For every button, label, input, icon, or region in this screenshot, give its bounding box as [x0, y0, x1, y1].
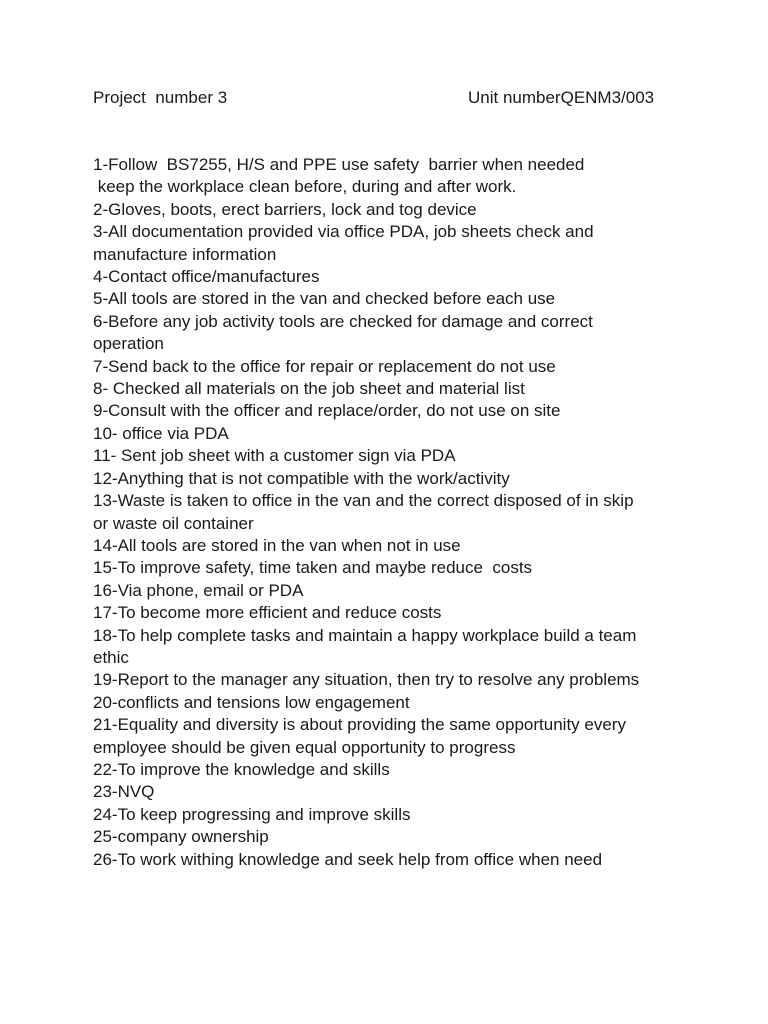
text-line: 25-company ownership	[93, 827, 269, 847]
text-line: 9-Consult with the officer and replace/order, do not use on site	[93, 401, 561, 421]
text-line: 6-Before any job activity tools are checked for damage and correct	[93, 311, 593, 331]
text-line: 13-Waste is taken to office in the van and the correct disposed of in skip	[93, 491, 634, 511]
text-line: manufacture information	[93, 244, 277, 264]
text-line: 18-To help complete tasks and maintain a happy workplace build a team	[93, 625, 637, 645]
text-line: or waste oil container	[93, 513, 254, 533]
text-line: 17-To become more efficient and reduce costs	[93, 603, 442, 623]
text-line: 10- office via PDA	[93, 423, 229, 443]
text-line: ethic	[93, 647, 129, 667]
text-line: 24-To keep progressing and improve skills	[93, 804, 411, 824]
text-line: employee should be given equal opportunity to progress	[93, 737, 516, 757]
text-line: 11- Sent job sheet with a customer sign via PDA	[93, 446, 456, 466]
text-line: 23-NVQ	[93, 782, 155, 802]
text-line: keep the workplace clean before, during and after work.	[93, 177, 517, 197]
text-line: 26-To work withing knowledge and seek help from office when need	[93, 849, 603, 869]
document-header	[93, 86, 673, 110]
text-line: 14-All tools are stored in the van when not in use	[93, 535, 461, 555]
text-line: 20-conflicts and tensions low engagement	[93, 692, 410, 712]
text-line: 4-Contact office/manufactures	[93, 267, 320, 287]
text-line: operation	[93, 334, 164, 354]
text-line: 15-To improve safety, time taken and maybe reduce costs	[93, 558, 533, 578]
text-line: 1-Follow BS7255, H/S and PPE use safety barrier when needed	[93, 155, 585, 174]
unit-number: Unit numberQENM3/003	[468, 88, 655, 107]
text-line: 8- Checked all materials on the job sheet and material list	[93, 379, 525, 399]
text-line: 5-All tools are stored in the van and checked before each use	[93, 289, 556, 309]
text-line: 12-Anything that is not compatible with the work/activity	[93, 468, 510, 488]
text-line: 2-Gloves, boots, erect barriers, lock and tog device	[93, 199, 477, 219]
text-line: 3-All documentation provided via office PDA, job sheets check and	[93, 222, 594, 242]
text-line: 7-Send back to the office for repair or replacement do not use	[93, 356, 556, 376]
answers-list	[93, 154, 683, 871]
text-line: 22-To improve the knowledge and skills	[93, 759, 390, 779]
text-line: 19-Report to the manager any situation, then try to resolve any problems	[93, 670, 640, 690]
text-line: 21-Equality and diversity is about providing the same opportunity every	[93, 715, 626, 735]
text-line: 16-Via phone, email or PDA	[93, 580, 304, 600]
project-number: Project number 3	[93, 88, 228, 107]
